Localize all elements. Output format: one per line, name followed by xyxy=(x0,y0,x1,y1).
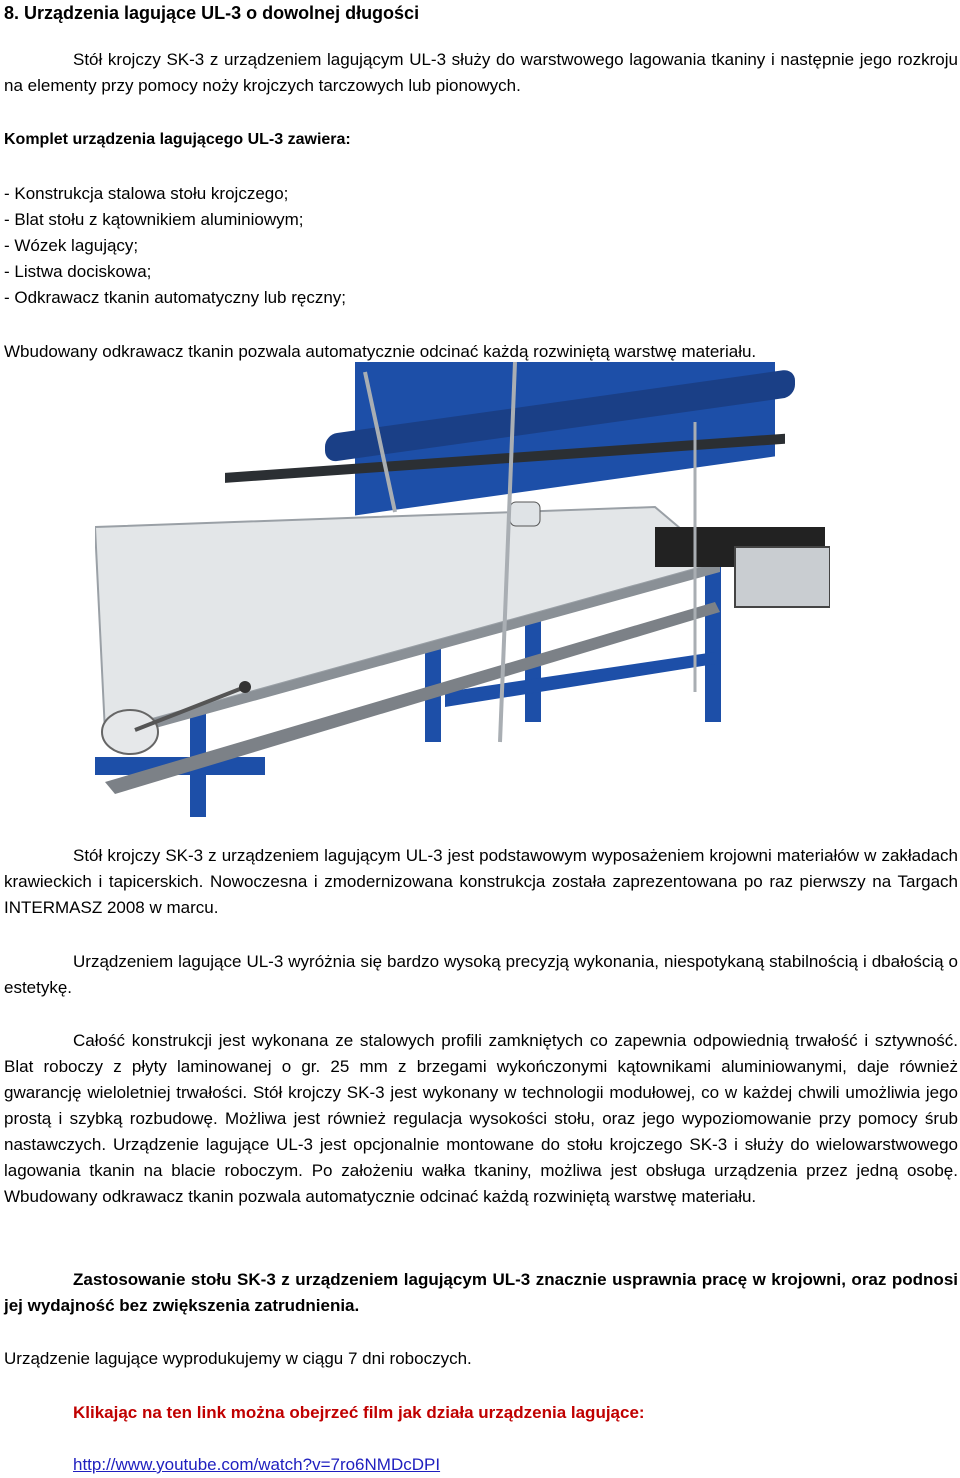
page-heading: 8. Urządzenia lagujące UL-3 o dowolnej długości xyxy=(4,3,420,23)
kit-item: - Konstrukcja stalowa stołu krojczego; xyxy=(4,184,289,203)
intro-paragraph: Stół krojczy SK-3 z urządzeniem lagującym UL-3 służy do warstwowego lagowania tkaniny i następnie jego rozkroju na elementy przy pomocy noży krojczych tarczowych lub pionowych. xyxy=(4,50,958,95)
paragraph-3: Całość konstrukcji jest wykonana ze stalowych profili zamkniętych co zapewnia odpowiednią trwałość i sztywność. Blat roboczy z płyty laminowanej o gr. 25 mm z brzegami wykończonymi kątownikami aluminiowanymi, daje również gwarancję wieloletniej trwałości. Stół krojczy SK-3 jest wykonany w technologii modułowej, co w każdej chwili umożliwia jego prostą i szybką rozbudowę. Możliwa jest również regulacja wysokości stołu, oraz jego wypoziomowanie przy pomocy śrub nastawczych. Urządzenie lagujące UL-3 jest opcjonalnie montowane do stołu krojczego SK-3 i służy do wielowarstwowego lagowania tkanin na blacie roboczym. Po założeniu wałka tkaniny, możliwa jest obsługa urządzenia przez jedną osobę. Wbudowany odkrawacz tkanin pozwala automatycznie odcinać każdą rozwiniętą warstwę materiału. xyxy=(4,1031,958,1206)
kit-item: - Wózek lagujący; xyxy=(4,236,139,255)
kit-title: Komplet urządzenia lagującego UL-3 zawiera: xyxy=(4,131,351,148)
kit-item: - Listwa dociskowa; xyxy=(4,262,152,281)
kit-list xyxy=(4,181,958,311)
cutter-note: Wbudowany odkrawacz tkanin pozwala automatycznie odcinać każdą rozwiniętą warstwę materiału. xyxy=(4,342,757,361)
video-note: Klikając na ten link można obejrzeć film jak działa urządzenia lagujące: xyxy=(73,1403,645,1422)
delivery-note: Urządzenie lagujące wyprodukujemy w ciągu 7 dni roboczych. xyxy=(4,1349,472,1368)
video-link[interactable]: http://www.youtube.com/watch?v=7ro6NMDcDPI xyxy=(73,1455,441,1474)
kit-item: - Odkrawacz tkanin automatyczny lub ręczny; xyxy=(4,288,347,307)
paragraph-2: Urządzeniem lagujące UL-3 wyróżnia się bardzo wysoką precyzją wykonania, niespotykaną stabilnością i dbałością o estetykę. xyxy=(4,952,958,997)
paragraph-1: Stół krojczy SK-3 z urządzeniem lagującym UL-3 jest podstawowym wyposażeniem krojowni materiałów w zakładach krawieckich i tapicerskich. Nowoczesna i zmodernizowana konstrukcja została zaprezentowana po raz pierwszy na Targach INTERMASZ 2008 w marcu. xyxy=(4,846,958,917)
bold-paragraph: Zastosowanie stołu SK-3 z urządzeniem lagującym UL-3 znacznie usprawnia pracę w krojowni, oraz podnosi jej wydajność bez zwiększenia zatrudnienia. xyxy=(4,1270,958,1315)
video-link-paragraph xyxy=(4,1452,958,1478)
kit-item: - Blat stołu z kątownikiem aluminiowym; xyxy=(4,210,304,229)
spreading-table-photo xyxy=(95,362,830,817)
